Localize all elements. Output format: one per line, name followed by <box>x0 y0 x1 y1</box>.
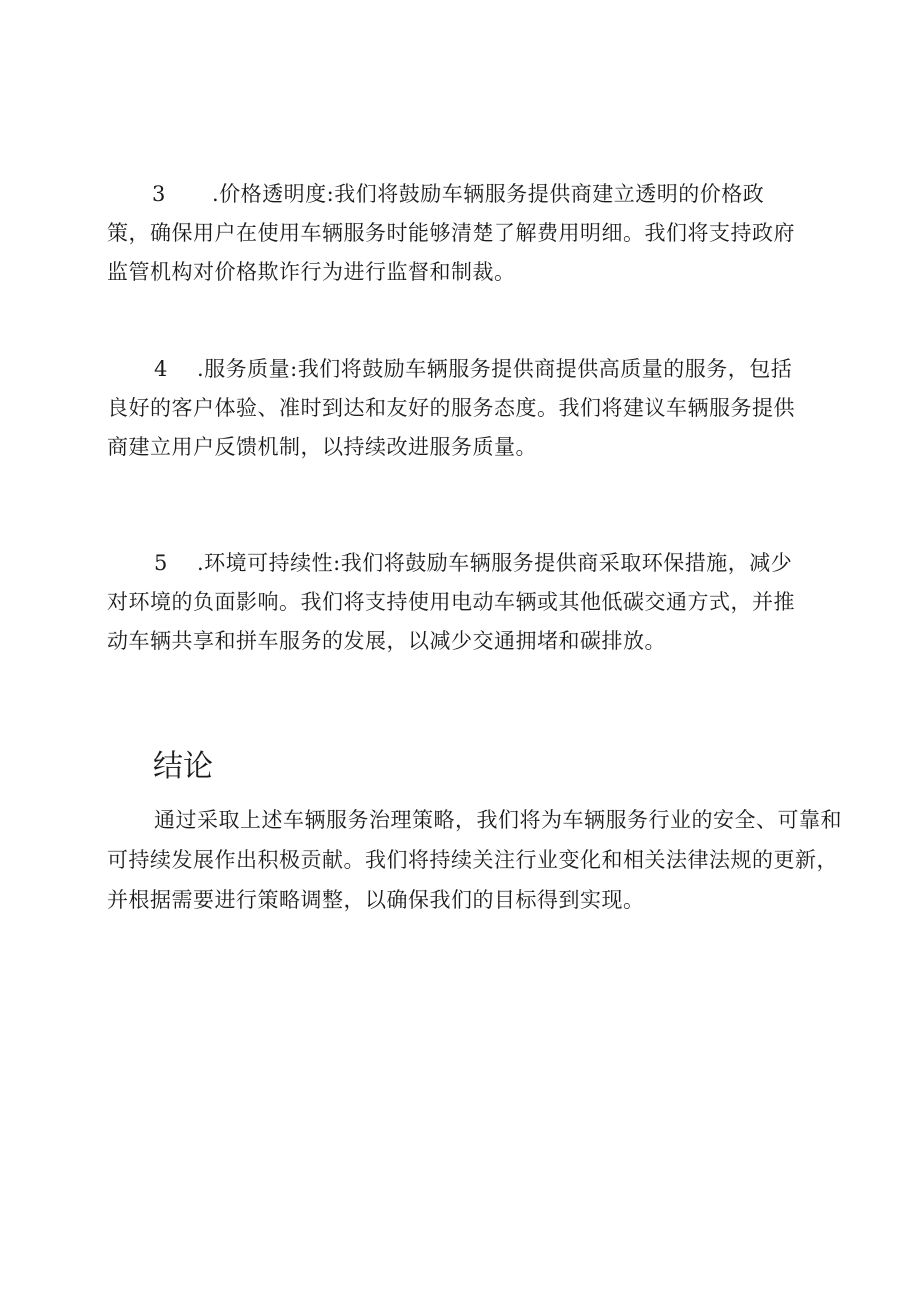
list-item-4 <box>107 350 807 467</box>
conclusion-heading: 结论 <box>153 749 213 784</box>
item-number: 4 <box>154 357 168 381</box>
list-item-5 <box>107 544 807 661</box>
item-text: .价格透明度:我们将鼓励车辆服务提供商建立透明的价格政策，确保用户在使用车辆服务时能够清楚了解费用明细。我们将支持政府监管机构对价格欺诈行为进行监督和制裁。 <box>107 182 795 284</box>
item-number: 5 <box>154 551 168 575</box>
item-text: .服务质量:我们将鼓励车辆服务提供商提供高质量的服务，包括良好的客户体验、准时到达和友好的服务态度。我们将建议车辆服务提供商建立用户反馈机制，以持续改进服务质量。 <box>107 357 795 459</box>
conclusion-paragraph: 通过采取上述车辆服务治理策略，我们将为车辆服务行业的安全、可靠和可持续发展作出积极贡献。我们将持续关注行业变化和相关法律法规的更新，并根据需要进行策略调整，以确保我们的目标得到实现。 <box>107 808 842 912</box>
item-text: .环境可持续性:我们将鼓励车辆服务提供商采取环保措施，减少对环境的负面影响。我们将支持使用电动车辆或其他低碳交通方式，并推动车辆共享和拼车服务的发展，以减少交通拥堵和碳排放。 <box>107 551 795 653</box>
list-item-3 <box>107 175 807 292</box>
item-number: 3 <box>152 182 166 206</box>
